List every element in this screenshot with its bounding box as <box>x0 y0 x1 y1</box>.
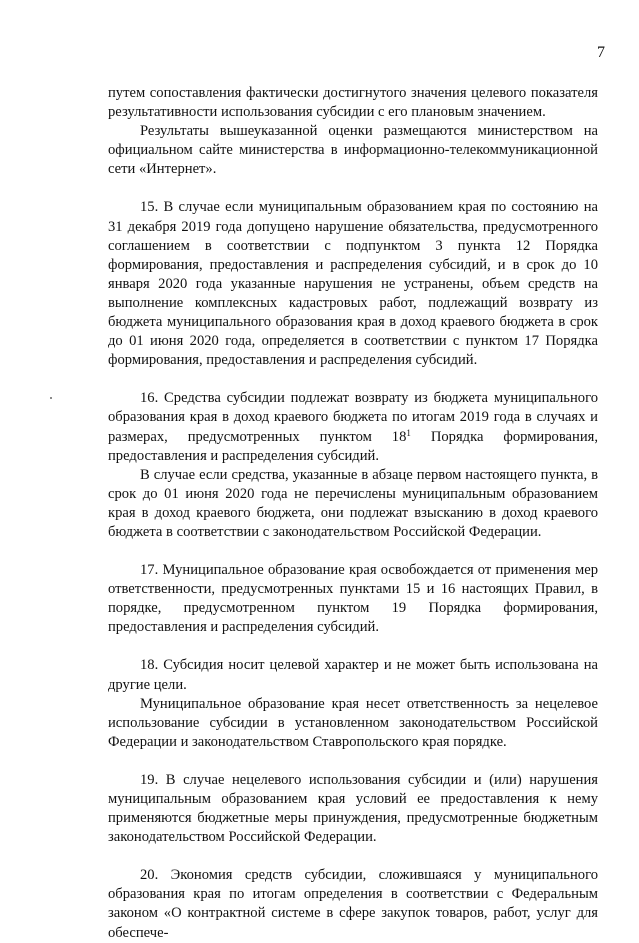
paragraph-18-second: Муниципальное образование края несет ответственность за нецелевое использование субсидии в установленном законодательством Российской Федерации и законодательством Ставропольского края порядке. <box>108 695 598 750</box>
paragraph-16-text-before: 16. Средства субсидии подлежат возврату из бюджета муниципального образования края в доход краевого бюджета по итогам 2019 года в случаях и размерах, предусмотренных пунктом 18 <box>108 390 598 445</box>
paragraph-gap <box>108 637 598 656</box>
paragraph-gap <box>108 542 598 561</box>
document-body <box>108 84 598 943</box>
paragraph-17: 17. Муниципальное образование края освобождается от применения мер ответственности, предусмотренных пунктами 15 и 16 настоящих Правил, в порядке, предусмотренном пунктом 19 Порядка формирования, предоставления и распределения субсидий. <box>108 562 598 636</box>
paragraph-14-continuation: путем сопоставления фактически достигнутого значения целевого показателя результативности использования субсидии с его плановым значением. <box>108 85 598 121</box>
paragraph-20: 20. Экономия средств субсидии, сложившаяся у муниципального образования края по итогам определения в соответствии с Федеральным законом «О контрактной системе в сфере закупок товаров, работ, услуг для обеспече- <box>108 867 598 941</box>
scan-artifact-dot <box>50 397 52 399</box>
paragraph-gap <box>108 370 598 389</box>
paragraph-gap <box>108 752 598 771</box>
paragraph-16-text-after: Порядка формирования, предоставления и распределения субсидий. <box>108 428 598 464</box>
paragraph-gap <box>108 847 598 866</box>
paragraph-16 <box>108 389 598 465</box>
paragraph-18: 18. Субсидия носит целевой характер и не может быть использована на другие цели. <box>108 657 598 693</box>
paragraph-19: 19. В случае нецелевого использования субсидии и (или) нарушения муниципальным образованием края условий ее предоставления к нему применяются бюджетные меры принуждения, предусмотренные бюджетным законодательством Российской Федерации. <box>108 771 598 846</box>
paragraph-16-superscript: 1 <box>406 427 411 438</box>
paragraph-14-results: Результаты вышеуказанной оценки размещаются министерством на официальном сайте министерства в информационно-телекоммуникационной сети «Интернет». <box>108 123 598 178</box>
paragraph-15: 15. В случае если муниципальным образованием края по состоянию на 31 декабря 2019 года допущено нарушение обязательства, предусмотренного соглашением в соответствии с подпунктом 3 пункта 12 Порядка формирования, предоставления и распределения субсидий, и в срок до 10 января 2020 года указанные нарушения не устранены, объем средств на выполнение комплексных кадастровых работ, подлежащий возврату из бюджета муниципального образования края в доход краевого бюджета в срок до 01 июня 2020 года, определяется в соответствии с пунктом 17 Порядка формирования, предоставления и распределения субсидий. <box>108 199 598 369</box>
paragraph-16-second: В случае если средства, указанные в абзаце первом настоящего пункта, в срок до 01 июня 2020 года не перечислены муниципальным образованием края в доход краевого бюджета, они подлежат взысканию в доход краевого бюджета в соответствии с законодательством Российской Федерации. <box>108 466 598 540</box>
page-number: 7 <box>597 44 605 61</box>
paragraph-gap <box>108 179 598 198</box>
